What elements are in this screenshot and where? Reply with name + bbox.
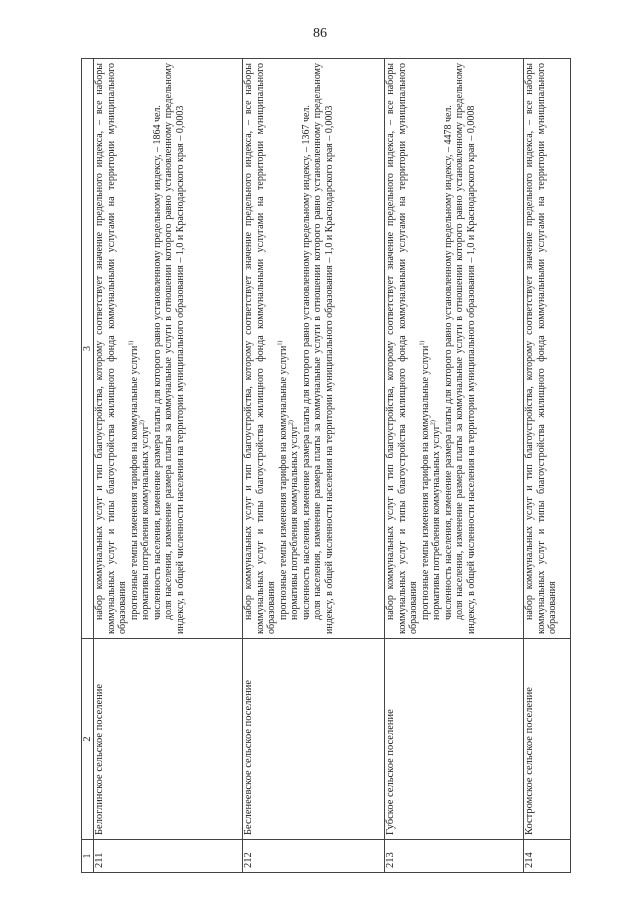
population-share-text: доля населения, изменение размера платы за коммунальные услуги в отношении которого равно установленному предельному индексу, в общей численности населения на территории муниципального образования – 1,0 и Краснодарского края – 0,0008 <box>454 63 477 634</box>
page-number: 86 <box>313 26 327 41</box>
settlement-name: Костромское сельское поселение <box>524 639 571 840</box>
header-col-3: 3 <box>82 59 94 639</box>
tariff-forecast-text: прогнозные темпы изменения тарифов на коммунальные услуги <box>128 345 140 620</box>
settlement-name: Губское сельское поселение <box>385 639 524 840</box>
row-number: 212 <box>243 840 385 873</box>
consumption-norm-line <box>140 63 152 634</box>
population-text: численность населения, изменение размера платы для которого равно установленному предельному индексу, – 1367 чел. <box>300 105 312 620</box>
row-description <box>243 59 385 639</box>
settlement-name: Бесленеевское сельское поселение <box>243 639 385 840</box>
header-col-1: 1 <box>82 840 94 873</box>
row-number: 214 <box>524 840 571 873</box>
table-row <box>243 59 385 873</box>
utility-set-text: набор коммунальных услуг и тип благоустройства, которому соответствует значение предельного индекса, – все наборы коммунальных услуг и типы благоустройства жилищного фонда коммунальными услугами на территории муниципального образования <box>243 63 277 634</box>
footnote-mark: 1) <box>128 340 135 346</box>
rotated-table <box>81 58 581 873</box>
utility-set-text: набор коммунальных услуг и тип благоустройства, которому соответствует значение предельного индекса, – все наборы коммунальных услуг и типы благоустройства жилищного фонда коммунальными услугами на территории муниципального образования <box>524 63 558 634</box>
row-description <box>524 59 571 639</box>
utility-set-text: набор коммунальных услуг и тип благоустройства, которому соответствует значение предельного индекса, – все наборы коммунальных услуг и типы благоустройства жилищного фонда коммунальными услугами на территории муниципального образования <box>94 63 128 634</box>
settlement-name: Белоглинское сельское поселение <box>94 639 243 840</box>
footnote-mark: 2) <box>139 420 146 426</box>
table-row <box>94 59 243 873</box>
footnote-mark: 2) <box>430 420 437 426</box>
tariff-forecast-line <box>129 63 141 634</box>
consumption-norm-text: нормативы потребления коммунальных услуг <box>289 425 300 620</box>
utility-set-text: набор коммунальных услуг и тип благоустройства, которому соответствует значение предельного индекса, – все наборы коммунальных услуг и типы благоустройства жилищного фонда коммунальными услугами на территории муниципального образования <box>385 63 419 634</box>
tariff-forecast-line <box>420 63 432 634</box>
consumption-norm-line <box>289 63 301 634</box>
footnote-mark: 2) <box>288 420 295 426</box>
tariff-forecast-text: прогнозные темпы изменения тарифов на коммунальные услуги <box>419 345 431 620</box>
header-row <box>82 59 94 873</box>
header-col-2: 2 <box>82 639 94 840</box>
population-text: численность населения, изменение размера платы для которого равно установленному предельному индексу, – 1864 чел. <box>151 105 163 620</box>
row-number: 211 <box>94 840 243 873</box>
population-share-text: доля населения, изменение размера платы за коммунальные услуги в отношении которого равно установленному предельному индексу, в общей численности населения на территории муниципального образования – 1,0 и Краснодарского края – 0,0003 <box>312 63 335 634</box>
tariff-forecast-text: прогнозные темпы изменения тарифов на коммунальные услуги <box>277 345 289 620</box>
population-text: численность населения, изменение размера платы для которого равно установленному предельному индексу, – 4478 чел. <box>442 105 454 620</box>
consumption-norm-text: нормативы потребления коммунальных услуг <box>140 425 151 620</box>
population-share-text: доля населения, изменение размера платы за коммунальные услуги в отношении которого равно установленному предельному индексу, в общей численности населения на территории муниципального образования – 1,0 и Краснодарского края – 0,0003 <box>163 63 186 634</box>
consumption-norm-text: нормативы потребления коммунальных услуг <box>431 425 442 620</box>
table-row <box>524 59 571 873</box>
footnote-mark: 1) <box>419 340 426 346</box>
footnote-mark: 1) <box>277 340 284 346</box>
row-number: 213 <box>385 840 524 873</box>
data-table <box>81 58 571 873</box>
row-description <box>385 59 524 639</box>
consumption-norm-line <box>431 63 443 634</box>
table-row <box>385 59 524 873</box>
row-description <box>94 59 243 639</box>
table-frame <box>81 58 581 873</box>
tariff-forecast-line <box>278 63 290 634</box>
